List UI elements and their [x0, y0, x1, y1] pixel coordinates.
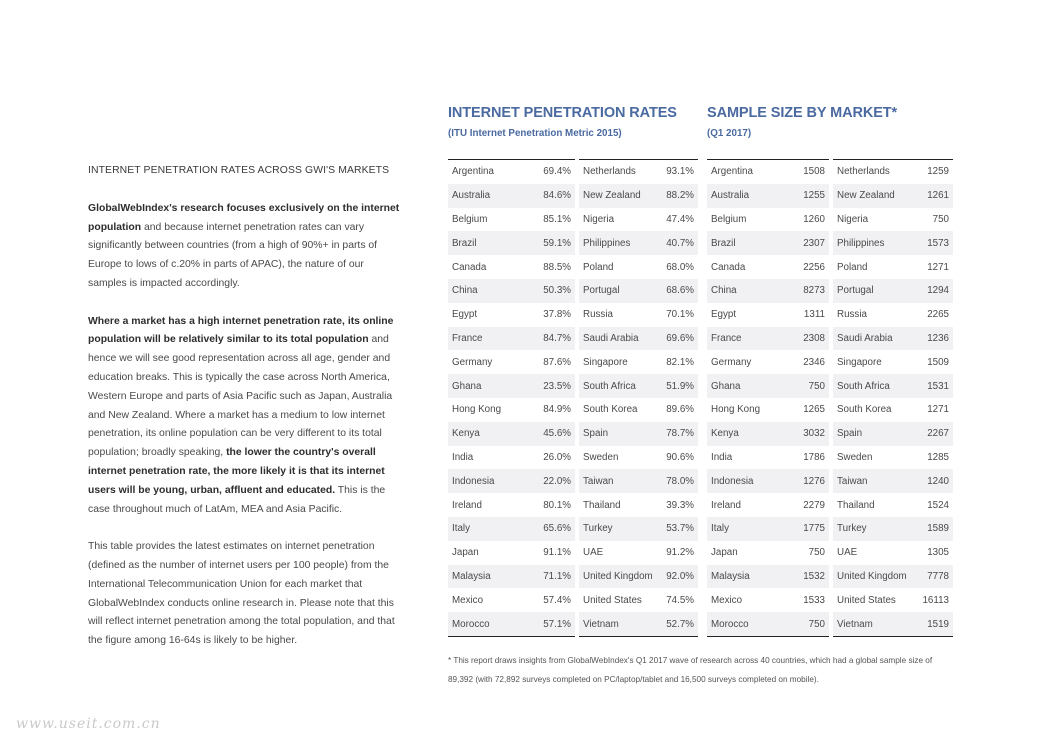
intro-text [88, 162, 403, 670]
table-row [707, 517, 829, 541]
table-row [579, 374, 698, 398]
country-cell: India [711, 451, 733, 463]
country-cell: Russia [837, 309, 867, 321]
country-cell: France [452, 332, 483, 344]
country-cell: Brazil [452, 237, 477, 249]
sample-table-2 [833, 159, 953, 637]
table-row [707, 612, 829, 636]
table-row [448, 231, 575, 255]
country-cell: Poland [583, 261, 614, 273]
value-cell: 57.4% [543, 594, 571, 606]
p2-end: This is the case throughout much of LatAm, MEA and Asia Pacific. [88, 484, 386, 515]
country-cell: Malaysia [452, 570, 491, 582]
value-cell: 23.5% [543, 380, 571, 392]
country-cell: Poland [837, 261, 868, 273]
country-cell: Netherlands [837, 166, 890, 178]
paragraph-1 [88, 200, 403, 294]
table-row [579, 303, 698, 327]
country-cell: Hong Kong [711, 404, 761, 416]
value-cell: 50.3% [543, 285, 571, 297]
value-cell: 68.0% [666, 261, 694, 273]
table-row [448, 208, 575, 232]
table-row [707, 160, 829, 184]
table-row [448, 422, 575, 446]
country-cell: Philippines [583, 237, 631, 249]
table-row [448, 184, 575, 208]
table-row [579, 279, 698, 303]
country-cell: Argentina [452, 166, 494, 178]
country-cell: Spain [837, 428, 863, 440]
country-cell: Taiwan [837, 475, 868, 487]
p1-bold: GlobalWebIndex's research focuses exclusively on the internet population [88, 202, 400, 233]
table-row [579, 255, 698, 279]
table-row [833, 231, 953, 255]
table-row [833, 160, 953, 184]
country-cell: Morocco [452, 618, 490, 630]
p1-rest: and because internet penetration rates can vary significantly between countries (from a high of 90%+ in parts of Europe to lows of c.20% in parts of APAC), the nature of our samples is impacted accordingly. [88, 221, 378, 289]
value-cell: 750 [808, 380, 825, 392]
penetration-table-1 [448, 159, 575, 637]
table-row [833, 565, 953, 589]
penetration-title: INTERNET PENETRATION RATES [448, 105, 677, 121]
value-cell: 93.1% [666, 166, 694, 178]
table-row [579, 565, 698, 589]
value-cell: 84.9% [543, 404, 571, 416]
table-row [448, 398, 575, 422]
table-row [833, 612, 953, 636]
table-row [833, 303, 953, 327]
country-cell: Ireland [711, 499, 741, 511]
country-cell: Ireland [452, 499, 482, 511]
country-cell: Germany [452, 356, 493, 368]
table-row [707, 422, 829, 446]
country-cell: Mexico [452, 594, 484, 606]
value-cell: 2267 [927, 428, 949, 440]
value-cell: 1260 [803, 213, 825, 225]
value-cell: 45.6% [543, 428, 571, 440]
value-cell: 16113 [922, 594, 949, 606]
value-cell: 57.1% [543, 618, 571, 630]
table-row [579, 493, 698, 517]
country-cell: Singapore [837, 356, 882, 368]
value-cell: 1508 [803, 166, 825, 178]
table-row [707, 565, 829, 589]
table-row [448, 517, 575, 541]
value-cell: 88.2% [666, 190, 694, 202]
country-cell: United Kingdom [837, 570, 907, 582]
country-cell: Germany [711, 356, 752, 368]
table-row [707, 231, 829, 255]
penetration-tables [448, 159, 698, 637]
table-row [833, 469, 953, 493]
table-row [448, 446, 575, 470]
table-row [707, 493, 829, 517]
table-row [833, 422, 953, 446]
table-row [707, 255, 829, 279]
country-cell: India [452, 451, 474, 463]
value-cell: 37.8% [543, 309, 571, 321]
table-row [448, 279, 575, 303]
country-cell: Vietnam [583, 618, 619, 630]
value-cell: 2279 [803, 499, 825, 511]
table-row [448, 565, 575, 589]
table-row [579, 160, 698, 184]
value-cell: 80.1% [543, 499, 571, 511]
table-row [448, 612, 575, 636]
value-cell: 1524 [927, 499, 949, 511]
value-cell: 40.7% [666, 237, 694, 249]
country-cell: Belgium [711, 213, 747, 225]
table-row [448, 469, 575, 493]
country-cell: Spain [583, 428, 609, 440]
sample-table-1 [707, 159, 829, 637]
value-cell: 91.1% [543, 547, 571, 559]
value-cell: 84.7% [543, 332, 571, 344]
table-row [833, 350, 953, 374]
value-cell: 1271 [927, 261, 949, 273]
p2-bold-1: Where a market has a high internet penetration rate, its online population will be relatively similar to its total population [88, 315, 394, 346]
country-cell: New Zealand [583, 190, 641, 202]
country-cell: Nigeria [583, 213, 615, 225]
value-cell: 750 [932, 213, 949, 225]
country-cell: Egypt [452, 309, 478, 321]
value-cell: 1532 [803, 570, 825, 582]
value-cell: 1311 [803, 309, 825, 321]
table-row [833, 255, 953, 279]
value-cell: 2307 [803, 237, 825, 249]
value-cell: 1786 [803, 451, 825, 463]
table-row [833, 541, 953, 565]
country-cell: Turkey [837, 523, 867, 535]
country-cell: Ghana [711, 380, 741, 392]
country-cell: Indonesia [452, 475, 495, 487]
table-row [833, 588, 953, 612]
table-row [833, 517, 953, 541]
country-cell: Taiwan [583, 475, 614, 487]
table-row [707, 469, 829, 493]
country-cell: Russia [583, 309, 613, 321]
country-cell: Kenya [452, 428, 480, 440]
table-row [833, 279, 953, 303]
table-row [448, 350, 575, 374]
table-row [833, 184, 953, 208]
value-cell: 1519 [927, 618, 949, 630]
value-cell: 1589 [927, 523, 949, 535]
value-cell: 1265 [803, 404, 825, 416]
table-row [579, 446, 698, 470]
table-row [707, 446, 829, 470]
value-cell: 85.1% [543, 213, 571, 225]
country-cell: Singapore [583, 356, 628, 368]
table-row [833, 327, 953, 351]
country-cell: China [711, 285, 737, 297]
penetration-panel [448, 104, 694, 630]
table-row [448, 541, 575, 565]
value-cell: 750 [808, 618, 825, 630]
country-cell: Belgium [452, 213, 488, 225]
p2-bold-2: the lower the country's overall internet penetration rate, the more likely it is that its internet users will be young, urban, affluent and educated. [88, 447, 385, 496]
value-cell: 84.6% [543, 190, 571, 202]
value-cell: 1271 [927, 404, 949, 416]
table-row [579, 398, 698, 422]
country-cell: Netherlands [583, 166, 636, 178]
value-cell: 68.6% [666, 285, 694, 297]
table-row [579, 231, 698, 255]
value-cell: 2265 [927, 309, 949, 321]
value-cell: 1261 [927, 190, 949, 202]
country-cell: France [711, 332, 742, 344]
table-row [579, 612, 698, 636]
country-cell: Japan [711, 547, 738, 559]
value-cell: 69.4% [543, 166, 571, 178]
value-cell: 2346 [803, 356, 825, 368]
paragraph-2 [88, 313, 403, 520]
table-row [833, 374, 953, 398]
country-cell: Nigeria [837, 213, 869, 225]
value-cell: 1240 [927, 475, 949, 487]
country-cell: Canada [452, 261, 487, 273]
value-cell: 87.6% [543, 356, 571, 368]
value-cell: 74.5% [666, 594, 694, 606]
table-row [707, 303, 829, 327]
sample-tables [707, 159, 953, 637]
country-cell: Sweden [837, 451, 873, 463]
country-cell: Saudi Arabia [583, 332, 639, 344]
country-cell: United States [837, 594, 896, 606]
p2-mid: and hence we will see good representation across all age, gender and education breaks. This is typically the case across North America, Western Europe and parts of Asia Pacific such as Japan, Australia and New Zealand. Where a market has a medium to low internet penetration, its online population can be very different to its total population; broadly speaking, [88, 334, 393, 459]
country-cell: China [452, 285, 478, 297]
table-row [448, 160, 575, 184]
country-cell: Vietnam [837, 618, 873, 630]
value-cell: 92.0% [666, 570, 694, 582]
table-row [707, 279, 829, 303]
country-cell: Portugal [583, 285, 620, 297]
table-row [833, 208, 953, 232]
value-cell: 89.6% [666, 404, 694, 416]
value-cell: 70.1% [666, 309, 694, 321]
value-cell: 1573 [927, 237, 949, 249]
table-row [707, 588, 829, 612]
value-cell: 69.6% [666, 332, 694, 344]
country-cell: Ghana [452, 380, 482, 392]
value-cell: 1236 [927, 332, 949, 344]
value-cell: 1285 [927, 451, 949, 463]
footnote: * This report draws insights from GlobalWebIndex's Q1 2017 wave of research across 40 countries, which had a global sample size of 89,392 (with 72,892 surveys completed on PC/laptop/tablet and 16,500 surveys completed on mobile). [448, 656, 933, 684]
value-cell: 8273 [803, 285, 825, 297]
table-row [448, 374, 575, 398]
country-cell: Morocco [711, 618, 749, 630]
value-cell: 750 [808, 547, 825, 559]
value-cell: 52.7% [666, 618, 694, 630]
country-cell: United Kingdom [583, 570, 653, 582]
value-cell: 88.5% [543, 261, 571, 273]
country-cell: Italy [452, 523, 470, 535]
country-cell: Brazil [711, 237, 736, 249]
penetration-subtitle: (ITU Internet Penetration Metric 2015) [448, 128, 622, 139]
country-cell: UAE [837, 547, 858, 559]
watermark: www.useit.com.cn [16, 716, 161, 732]
value-cell: 1294 [927, 285, 949, 297]
country-cell: New Zealand [837, 190, 895, 202]
table-row [448, 255, 575, 279]
value-cell: 1509 [927, 356, 949, 368]
country-cell: South Korea [837, 404, 892, 416]
value-cell: 71.1% [543, 570, 571, 582]
sample-panel [707, 104, 949, 630]
value-cell: 39.3% [666, 499, 694, 511]
country-cell: Indonesia [711, 475, 754, 487]
country-cell: Sweden [583, 451, 619, 463]
table-row [579, 327, 698, 351]
value-cell: 1305 [927, 547, 949, 559]
value-cell: 1775 [803, 523, 825, 535]
country-cell: Kenya [711, 428, 739, 440]
table-row [707, 541, 829, 565]
country-cell: South Africa [837, 380, 890, 392]
country-cell: Argentina [711, 166, 753, 178]
value-cell: 7778 [927, 570, 949, 582]
sample-title: SAMPLE SIZE BY MARKET* [707, 105, 898, 121]
table-row [707, 350, 829, 374]
value-cell: 47.4% [666, 213, 694, 225]
sample-subtitle: (Q1 2017) [707, 128, 752, 139]
country-cell: Mexico [711, 594, 743, 606]
value-cell: 2256 [803, 261, 825, 273]
table-row [707, 398, 829, 422]
penetration-table-2 [579, 159, 698, 637]
country-cell: Australia [452, 190, 491, 202]
table-row [448, 303, 575, 327]
country-cell: Turkey [583, 523, 613, 535]
table-row [579, 469, 698, 493]
value-cell: 1255 [803, 190, 825, 202]
value-cell: 1531 [927, 380, 949, 392]
table-row [833, 398, 953, 422]
table-row [707, 208, 829, 232]
country-cell: Portugal [837, 285, 874, 297]
country-cell: Malaysia [711, 570, 750, 582]
section-heading: INTERNET PENETRATION RATES ACROSS GWI'S MARKETS [88, 165, 390, 176]
value-cell: 22.0% [543, 475, 571, 487]
value-cell: 2308 [803, 332, 825, 344]
value-cell: 53.7% [666, 523, 694, 535]
table-row [579, 541, 698, 565]
value-cell: 65.6% [543, 523, 571, 535]
country-cell: South Africa [583, 380, 636, 392]
value-cell: 78.0% [666, 475, 694, 487]
table-row [707, 374, 829, 398]
table-row [707, 327, 829, 351]
value-cell: 1259 [927, 166, 949, 178]
value-cell: 3032 [803, 428, 825, 440]
table-row [448, 588, 575, 612]
table-row [579, 350, 698, 374]
value-cell: 1533 [803, 594, 825, 606]
table-row [833, 493, 953, 517]
table-row [707, 184, 829, 208]
country-cell: Philippines [837, 237, 885, 249]
country-cell: Australia [711, 190, 750, 202]
value-cell: 26.0% [543, 451, 571, 463]
value-cell: 90.6% [666, 451, 694, 463]
paragraph-3: This table provides the latest estimates on internet penetration (defined as the number of internet users per 100 people) from the International Telecommunication Union for each market that GlobalWebIndex conducts online research in. Please note that this will reflect internet penetration among the total population, and that the figure among 16-64s is likely to be higher. [88, 541, 395, 647]
country-cell: Saudi Arabia [837, 332, 893, 344]
table-row [448, 493, 575, 517]
country-cell: Thailand [837, 499, 875, 511]
table-row [579, 422, 698, 446]
table-row [579, 184, 698, 208]
value-cell: 82.1% [666, 356, 694, 368]
country-cell: South Korea [583, 404, 638, 416]
country-cell: UAE [583, 547, 604, 559]
table-row [833, 446, 953, 470]
value-cell: 91.2% [666, 547, 694, 559]
table-row [579, 588, 698, 612]
table-row [448, 327, 575, 351]
country-cell: Canada [711, 261, 746, 273]
value-cell: 59.1% [543, 237, 571, 249]
table-row [579, 517, 698, 541]
country-cell: Thailand [583, 499, 621, 511]
country-cell: Italy [711, 523, 729, 535]
value-cell: 51.9% [666, 380, 694, 392]
table-row [579, 208, 698, 232]
country-cell: Hong Kong [452, 404, 502, 416]
country-cell: Japan [452, 547, 479, 559]
value-cell: 1276 [803, 475, 825, 487]
country-cell: United States [583, 594, 642, 606]
value-cell: 78.7% [666, 428, 694, 440]
country-cell: Egypt [711, 309, 737, 321]
